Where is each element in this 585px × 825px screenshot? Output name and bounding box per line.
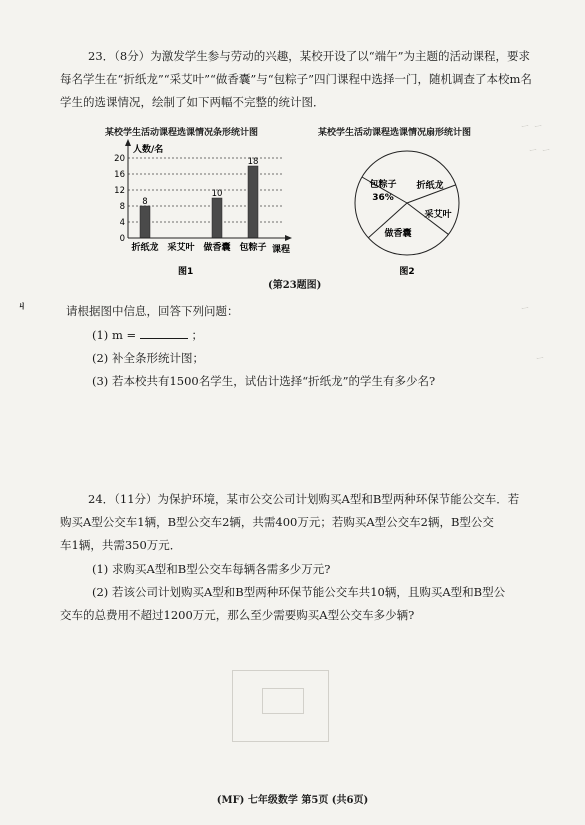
- y-tick-label: 12: [114, 186, 125, 196]
- pie-label-zhizhilong: 折纸龙: [416, 181, 444, 191]
- x-tick-label: 折纸龙: [131, 243, 159, 253]
- bleed-through-box: [262, 688, 304, 714]
- pie-chart: [350, 150, 465, 275]
- y-tick-label: 20: [114, 154, 125, 164]
- q23-line-1: 23．（8分）为激发学生参与劳动的兴趣，某校开设了以“端午”为主题的活动课程，要求: [88, 49, 530, 63]
- q23-line-2: 每名学生在“折纸龙”“采艾叶”“做香囊”与“包粽子”四门课程中选择一门，随机调查了本校m名: [60, 72, 532, 86]
- bar: [248, 166, 258, 238]
- q23-sub-2: (2) 补全条形统计图；: [92, 351, 204, 365]
- q23-prompt: 请根据图中信息，回答下列问题：: [66, 304, 239, 318]
- q23-sub-3: (3) 若本校共有1500名学生，试估计选择“折纸龙”的学生有多少名?: [92, 374, 436, 388]
- bar-chart: [95, 138, 310, 278]
- answer-blank[interactable]: [140, 327, 188, 339]
- q23-line-3: 学生的选课情况，绘制了如下两幅不完整的统计图．: [60, 95, 325, 109]
- bleed-through-text: ㄧ: [520, 304, 530, 315]
- pie-chart-title: 某校学生活动课程选课情况扇形统计图: [318, 128, 472, 138]
- q24-sub-2-line-2: 交车的总费用不超过1200万元，那么至少需要购买A型公交车多少辆?: [60, 608, 415, 622]
- x-axis-label: 课程: [272, 245, 291, 255]
- y-axis-arrow: [125, 139, 131, 146]
- q23-sub-1-tail: ；: [191, 328, 203, 342]
- q24-line-1: 24．（11分）为保护环境，某市公交公司计划购买A型和B型两种环保节能公交车．若: [88, 492, 520, 506]
- q24-sub-1: (1) 求购买A型和B型公交车每辆各需多少万元?: [92, 562, 331, 576]
- pie-label-zongzi: 包粽子: [369, 180, 397, 190]
- x-tick-label: 包粽子: [239, 243, 267, 253]
- bleed-through-text: ㄧ ㄧ: [528, 146, 552, 157]
- q23-sub-1: [92, 327, 203, 343]
- pie-percent-zongzi: 36%: [372, 193, 394, 203]
- bleed-through-text: ㄧ ㄧ: [520, 122, 544, 133]
- x-tick-label: 采艾叶: [167, 243, 195, 253]
- pie-label-zuoxiangnang: 做香囊: [384, 229, 412, 239]
- bar-data-label: 18: [247, 157, 259, 167]
- bar-data-label: 10: [211, 189, 223, 199]
- q24-line-3: 车1辆，共需350万元．: [60, 538, 182, 552]
- pie-label-caiaiye: 采艾叶: [424, 210, 452, 220]
- x-axis-arrow: [285, 235, 292, 241]
- margin-mark: ㄐ: [17, 301, 27, 312]
- y-tick-label: 4: [119, 218, 125, 228]
- x-tick-label: 做香囊: [203, 243, 231, 253]
- bar: [212, 198, 222, 238]
- bar-chart-title: 某校学生活动课程选课情况条形统计图: [105, 128, 259, 138]
- figure-1-label: 图1: [178, 267, 194, 277]
- figure-2-label: 图2: [399, 267, 415, 275]
- q23-sub-1-label: (1) m =: [92, 328, 137, 342]
- y-tick-label: 0: [119, 234, 125, 244]
- q24-sub-2-line-1: (2) 若该公司计划购买A型和B型两种环保节能公交车共10辆，且购买A型和B型公: [92, 585, 506, 599]
- q24-line-2: 购买A型公交车1辆，B型公交车2辆，共需400万元；若购买A型公交车2辆，B型公交: [60, 515, 494, 529]
- y-tick-label: 8: [119, 202, 125, 212]
- figure-caption: (第23题图): [268, 280, 322, 291]
- y-axis-label: 人数/名: [133, 145, 164, 155]
- bar-data-label: 8: [142, 197, 148, 207]
- bar: [140, 206, 150, 238]
- y-tick-label: 16: [114, 170, 125, 180]
- page-footer: (MF) 七年级数学 第5页 (共6页): [216, 795, 369, 806]
- bleed-through-text: ㄧ: [535, 354, 545, 365]
